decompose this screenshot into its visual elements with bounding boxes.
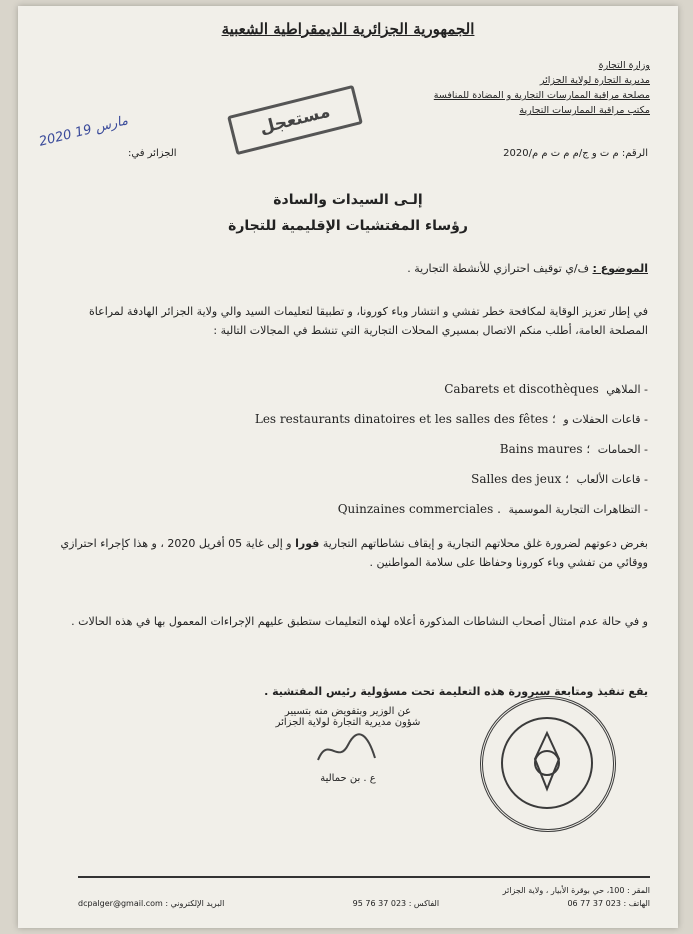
footer-phone: 023 37 77 06 <box>567 899 621 908</box>
request-paragraph: بغرض دعوتهم لضرورة غلق محلاتهم التجارية و إيقاف نشاطاتهم التجارية فورا و إلى غاية 05 أفريل 2020 ، و هذا كإجراء احترازي ووقائي من تفشي وباء كورونا وحفاظا على سلامة المواطنين . <box>60 537 648 569</box>
place-date-label: الجزائر في: <box>128 148 177 159</box>
footer-email: dcpalger@gmail.com <box>78 899 163 908</box>
subject-label: الموضوع : <box>592 262 648 275</box>
signature-block <box>218 706 478 784</box>
intro-paragraph: في إطار تعزيز الوقاية لمكافحة خطر تفشي و انتشار وباء كورونا، و تطبيقا لتعليمات السيد والي ولاية الجزائر الهادفة لمراعاة المصلحة العامة، أطلب منكم الاتصال بمسيري المحلات التجارية التي تنشط في المجالات التالية : <box>89 305 648 337</box>
official-seal <box>480 696 616 832</box>
ministry-line: مصلحة مراقبة الممارسات التجارية و المضادة للمنافسة <box>433 90 650 101</box>
addressee-line2: رؤساء المفتشيات الإقليمية للتجارة <box>228 218 468 234</box>
document-page <box>18 6 678 928</box>
list-item: - قاعات الألعاب Salles des jeux ؛ <box>471 472 648 486</box>
urgent-stamp: مستعجل <box>227 85 363 155</box>
immediately-emphasis: فورا <box>295 537 320 550</box>
handwritten-signature <box>313 730 383 770</box>
reference-label: الرقم: <box>621 148 648 159</box>
footer-fax: 023 37 76 95 <box>352 899 407 908</box>
handwritten-date: 2020 مارس 19 <box>37 113 130 150</box>
seal-inner-ring <box>501 717 593 809</box>
closing-line: يقع تنفيذ ومتابعة سيرورة هذه التعليمة تحت مسؤولية رئيس المفتشية . <box>264 685 648 698</box>
seal-emblem-icon <box>503 719 591 807</box>
list-item: - الحمامات Bains maures ؛ <box>499 442 648 456</box>
ministry-line: مديرية التجارة لولاية الجزائر <box>539 75 650 86</box>
list-item: - التظاهرات التجارية الموسمية Quinzaines commerciales . <box>337 502 648 516</box>
list-item: - قاعات الحفلات و Les restaurants dinatoires et les salles des fêtes ؛ <box>254 412 648 426</box>
reference-number <box>388 148 648 159</box>
signature-line: شؤون مديرية التجارة لولاية الجزائر <box>275 717 421 728</box>
ministry-line: مكتب مراقبة الممارسات التجارية <box>519 105 650 116</box>
activity-list <box>48 382 648 532</box>
list-item: - الملاهي Cabarets et discothèques <box>444 382 648 396</box>
republic-title: الجمهورية الجزائرية الديمقراطية الشعبية <box>221 20 475 38</box>
footer-divider <box>78 876 650 878</box>
signature-line: عن الوزير وبتفويض منه بتسيير <box>284 706 412 717</box>
reference-value: م ت و ج/م م ت م م/2020 <box>503 148 619 159</box>
footer-address: المقر : 100، حي بوقرة الأبيار ، ولاية الجزائر <box>502 886 650 895</box>
subject-text: ف/ي توقيف احترازي للأنشطة التجارية . <box>407 262 590 275</box>
signatory-name: ع . بن حمالية <box>320 773 376 784</box>
footer: المقر : 100، حي بوقرة الأبيار ، ولاية الجزائر الهاتف : 023 37 77 06 الفاكس : 023 37 76 95 البريد الإلكتروني : dcpalger@gmail.com <box>78 886 650 908</box>
ministry-line: وزارة التجارة <box>598 60 650 71</box>
subject <box>48 262 648 275</box>
addressee-line1: إلـى السيدات والسادة <box>273 192 423 208</box>
sanction-paragraph: و في حالة عدم امتثال أصحاب النشاطات المذكورة أعلاه لهذه التعليمات ستطبق عليهم الإجراءات المعمول بها في هذه الحالات . <box>71 615 648 628</box>
ministry-block <box>390 58 650 118</box>
